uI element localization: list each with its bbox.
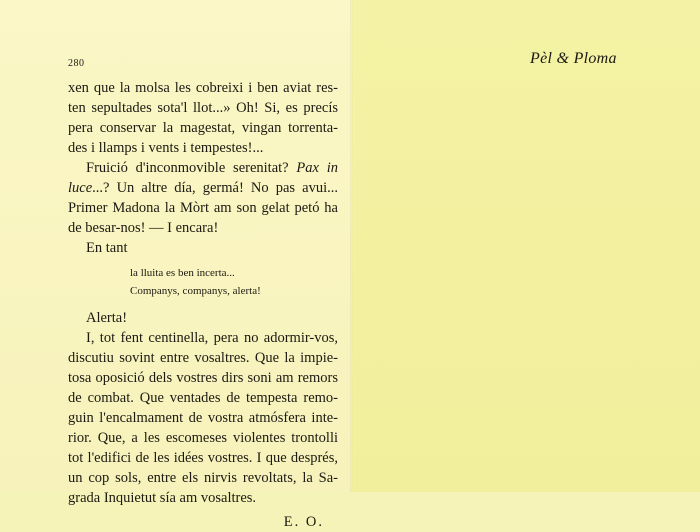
page-number: 280 [68,58,85,69]
text-fragment: Fruició d'inconmovible serenitat? [86,160,297,176]
text-line: En tant [86,240,128,256]
text-line: discutiu sovint entre vosaltres. Que la impie- [68,350,338,366]
article-text [68,78,338,532]
latin-phrase: Pax in [296,160,338,176]
text-line: des i llamps i vents i tempestes!... [68,140,264,156]
poem-quote [130,264,338,300]
poem-line: Companys, companys, alerta! [130,285,261,297]
text-line: grada Inquietut sía am vosaltres. [68,490,257,506]
text-line: pera conservar la magestat, vingan torrenta- [68,120,338,136]
text-line: de combat. Que ventades de tempesta remo- [68,390,338,406]
text-line: de besar-nos! — I encara! [68,220,219,236]
running-head: Pèl & Ploma [530,50,617,67]
text-line: tosa oposició dels vostres dirs soni am remors [68,370,338,386]
latin-phrase: luce [68,180,93,196]
text-line: I, tot fent centinella, pera no adormir-vos, [86,330,338,346]
right-page [352,0,700,492]
text-line: xen que la molsa les cobreixi i ben aviat res- [68,80,338,96]
author-signature: E. O. [283,514,324,530]
text-line: ten sepultades sota'l llot...» Oh! Si, es precís [68,100,338,116]
text-fragment: ...? Un altre día, germá! No pas avui... [92,180,338,196]
text-line [68,178,338,198]
poem-line: la lluita es ben incerta... [130,267,235,279]
text-line [68,158,338,178]
text-line: tot l'edifici de les idées vostres. I que després, [68,450,338,466]
text-line: Alerta! [86,310,128,326]
text-line: Primer Madona la Mòrt am son gelat petó ha [68,200,338,216]
book-gutter [350,0,354,492]
text-line: un cop sols, entre els nirvis revoltats, la Sa- [68,470,338,486]
text-line: guin l'encalmament de vostra atmósfera inte- [68,410,338,426]
text-line: rior. Que, a les escomeses violentes trontolli [68,430,338,446]
